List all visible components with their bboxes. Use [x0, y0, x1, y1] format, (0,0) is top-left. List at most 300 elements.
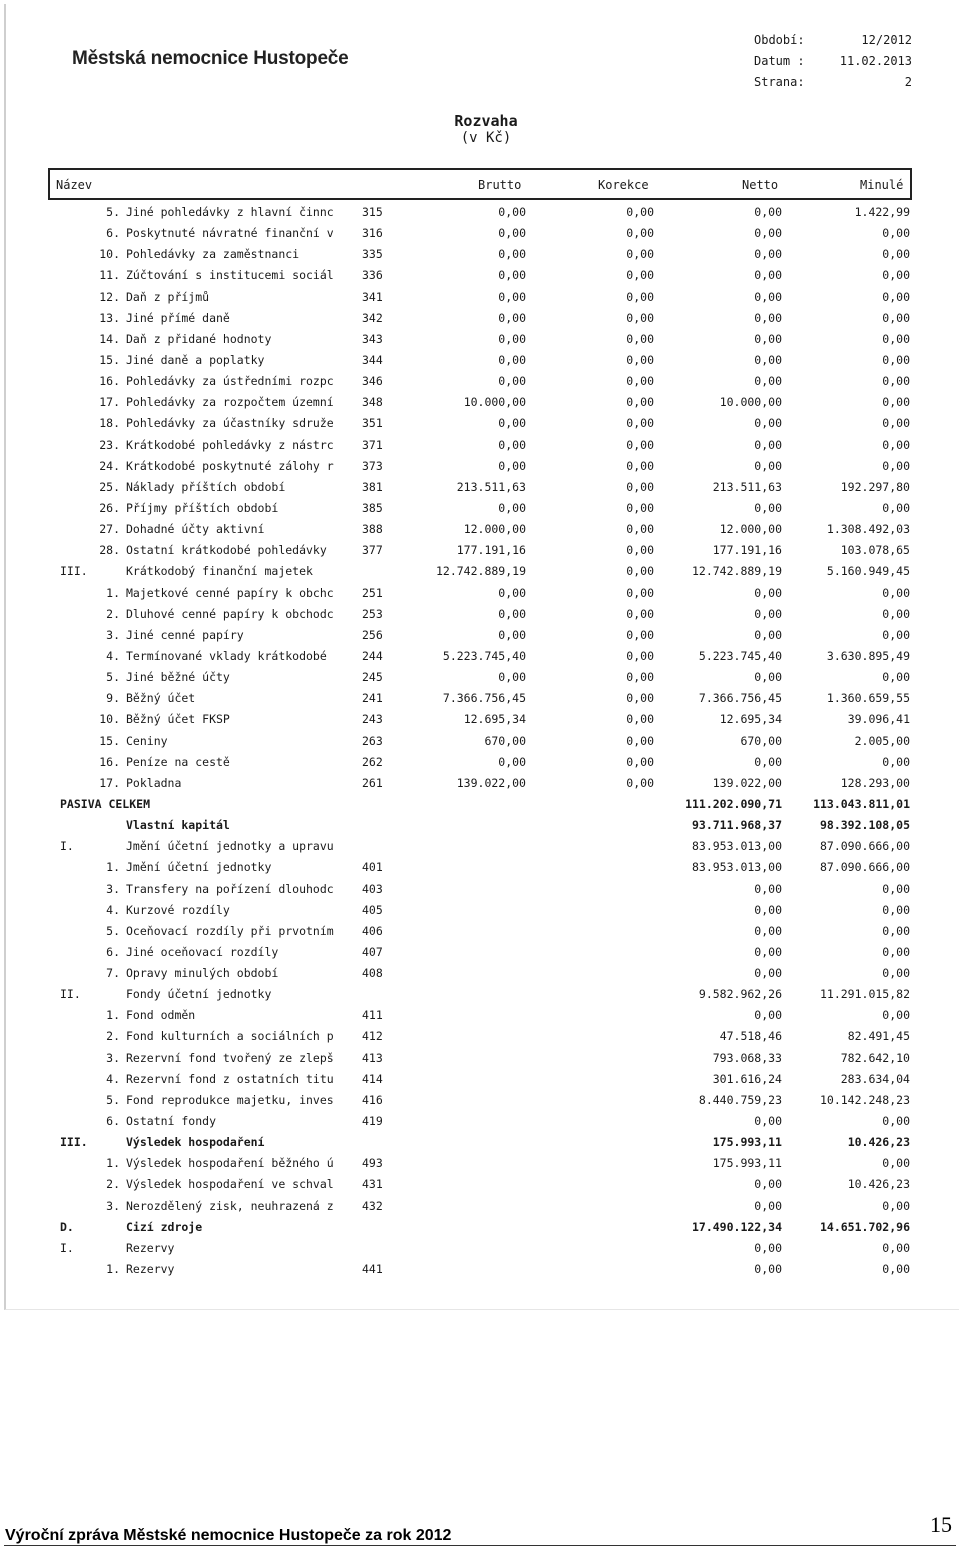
cell-korekce: 0,00	[626, 416, 654, 431]
cell-brutto: 7.366.756,45	[442, 691, 526, 706]
cell-code: 316	[362, 226, 383, 241]
cell-num: III.	[60, 1135, 88, 1150]
table-header	[48, 168, 912, 200]
table-row	[0, 1027, 960, 1048]
cell-code: 381	[362, 479, 383, 494]
cell-korekce: 0,00	[626, 352, 654, 367]
cell-minule: 0,00	[882, 289, 910, 304]
table-row	[0, 901, 960, 922]
cell-num: 1.	[106, 1262, 120, 1277]
cell-name: Krátkodobý finanční majetek	[126, 564, 313, 579]
cell-name: PASIVA CELKEM	[60, 796, 151, 811]
cell-num: 15.	[99, 352, 120, 367]
cell-netto: 17.490.122,34	[691, 1219, 782, 1234]
cell-korekce: 0,00	[626, 331, 654, 346]
cell-brutto: 0,00	[498, 310, 526, 325]
cell-code: 493	[362, 1156, 383, 1171]
cell-num: 6.	[106, 226, 120, 241]
cell-minule: 0,00	[882, 923, 910, 938]
cell-brutto: 177.191,16	[456, 543, 526, 558]
cell-netto: 0,00	[754, 205, 782, 219]
cell-num: 2.	[106, 606, 120, 621]
cell-korekce: 0,00	[626, 712, 654, 727]
cell-netto: 0,00	[754, 247, 782, 262]
cell-name: Fond reprodukce majetku, inves	[126, 1092, 334, 1107]
cell-korekce: 0,00	[626, 564, 654, 579]
cell-name: Nerozdělený zisk, neuhrazená z	[126, 1198, 334, 1213]
table-row	[0, 985, 960, 1006]
cell-korekce: 0,00	[626, 733, 654, 748]
table-row	[0, 605, 960, 626]
cell-name: Opravy minulých období	[126, 966, 279, 981]
cell-code: 441	[362, 1262, 383, 1277]
cell-code: 315	[362, 205, 383, 219]
cell-brutto: 0,00	[498, 754, 526, 769]
cell-name: Termínované vklady krátkodobé	[126, 648, 327, 663]
cell-minule: 0,00	[882, 1156, 910, 1171]
table-row	[0, 710, 960, 731]
cell-name: Pokladna	[126, 775, 182, 790]
cell-name: Pohledávky za zaměstnanci	[126, 247, 300, 262]
cell-korekce: 0,00	[626, 205, 654, 219]
cell-code: 405	[362, 902, 383, 917]
cell-name: Jiné daně a poplatky	[126, 352, 265, 367]
cell-num: 1.	[106, 1156, 120, 1171]
cell-name: Fond odměn	[126, 1008, 196, 1023]
cell-netto: 10.000,00	[719, 395, 782, 410]
cell-minule: 192.297,80	[840, 479, 910, 494]
cell-num: I.	[60, 839, 74, 854]
cell-name: Příjmy příštích období	[126, 500, 279, 515]
cell-netto: 175.993,11	[712, 1135, 782, 1150]
cell-korekce: 0,00	[626, 458, 654, 473]
cell-name: Výsledek hospodaření běžného ú	[126, 1156, 334, 1171]
cell-name: Rezervní fond z ostatních titu	[126, 1071, 334, 1086]
cell-netto: 0,00	[754, 754, 782, 769]
cell-num: 9.	[106, 691, 120, 706]
cell-netto: 0,00	[754, 585, 782, 600]
cell-num: 18.	[99, 416, 120, 431]
cell-minule: 0,00	[882, 226, 910, 241]
cell-korekce: 0,00	[626, 310, 654, 325]
cell-code: 431	[362, 1177, 383, 1192]
table-row	[0, 224, 960, 245]
cell-num: 3.	[106, 627, 120, 642]
cell-num: 4.	[106, 902, 120, 917]
cell-minule: 82.491,45	[847, 1029, 910, 1044]
cell-brutto: 0,00	[498, 205, 526, 219]
cell-minule: 0,00	[882, 437, 910, 452]
cell-minule: 2.005,00	[854, 733, 910, 748]
report-subtitle: (v Kč)	[460, 130, 512, 146]
cell-minule: 0,00	[882, 1240, 910, 1255]
cell-name: Majetkové cenné papíry k obchc	[126, 585, 334, 600]
cell-netto: 0,00	[754, 352, 782, 367]
table-row	[0, 1218, 960, 1239]
cell-num: 13.	[99, 310, 120, 325]
cell-name: Jiné oceňovací rozdíly	[126, 944, 279, 959]
cell-minule: 0,00	[882, 395, 910, 410]
table-row	[0, 1133, 960, 1154]
cell-brutto: 12.742.889,19	[435, 564, 526, 579]
cell-netto: 7.366.756,45	[698, 691, 782, 706]
cell-num: 5.	[106, 205, 120, 219]
cell-code: 351	[362, 416, 383, 431]
table-row	[0, 330, 960, 351]
cell-name: Běžný účet	[126, 691, 196, 706]
cell-brutto: 0,00	[498, 670, 526, 685]
cell-num: 24.	[99, 458, 120, 473]
footer-rule	[4, 1545, 956, 1546]
cell-name: Jmění účetní jednotky a upravu	[126, 839, 334, 854]
cell-num: 5.	[106, 1092, 120, 1107]
cell-name: Daň z příjmů	[126, 289, 210, 304]
datum-label: Datum :	[754, 54, 805, 68]
cell-code: 243	[362, 712, 383, 727]
cell-minule: 0,00	[882, 331, 910, 346]
cell-netto: 83.953.013,00	[691, 839, 782, 854]
cell-name: Poskytnuté návratné finanční v	[126, 226, 334, 241]
cell-netto: 12.742.889,19	[691, 564, 782, 579]
cell-name: Jiné cenné papíry	[126, 627, 244, 642]
cell-minule: 128.293,00	[840, 775, 910, 790]
cell-name: Cizí zdroje	[126, 1219, 203, 1234]
cell-minule: 0,00	[882, 606, 910, 621]
table-row	[0, 584, 960, 605]
cell-name: Ostatní krátkodobé pohledávky	[126, 543, 327, 558]
cell-code: 403	[362, 881, 383, 896]
cell-brutto: 670,00	[484, 733, 526, 748]
table-row	[0, 520, 960, 541]
cell-name: Daň z přidané hodnoty	[126, 331, 272, 346]
cell-num: 16.	[99, 754, 120, 769]
table-row	[0, 837, 960, 858]
cell-code: 371	[362, 437, 383, 452]
cell-num: 7.	[106, 966, 120, 981]
cell-code: 256	[362, 627, 383, 642]
table-row	[0, 203, 960, 224]
cell-netto: 0,00	[754, 606, 782, 621]
cell-minule: 1.308.492,03	[826, 522, 910, 537]
cell-netto: 177.191,16	[712, 543, 782, 558]
cell-name: Ostatní fondy	[126, 1114, 217, 1129]
cell-num: 2.	[106, 1177, 120, 1192]
cell-netto: 111.202.090,71	[685, 796, 782, 811]
cell-netto: 0,00	[754, 1114, 782, 1129]
table-row	[0, 351, 960, 372]
cell-name: Krátkodobé pohledávky z nástrc	[126, 437, 334, 452]
cell-korekce: 0,00	[626, 691, 654, 706]
cell-korekce: 0,00	[626, 522, 654, 537]
cell-netto: 0,00	[754, 226, 782, 241]
cell-name: Fondy účetní jednotky	[126, 987, 272, 1002]
cell-code: 401	[362, 860, 383, 875]
cell-minule: 0,00	[882, 1114, 910, 1129]
cell-minule: 5.160.949,45	[826, 564, 910, 579]
page-number: 15	[930, 1512, 952, 1537]
cell-code: 419	[362, 1114, 383, 1129]
cell-korekce: 0,00	[626, 648, 654, 663]
cell-netto: 0,00	[754, 670, 782, 685]
cell-brutto: 0,00	[498, 627, 526, 642]
cell-code: 407	[362, 944, 383, 959]
cell-netto: 793.068,33	[712, 1050, 782, 1065]
cell-name: Ceniny	[126, 733, 168, 748]
cell-code: 411	[362, 1008, 383, 1023]
cell-num: 17.	[99, 395, 120, 410]
cell-netto: 93.711.968,37	[691, 818, 782, 833]
cell-num: 3.	[106, 1198, 120, 1213]
cell-code: 261	[362, 775, 383, 790]
col-netto: Netto	[742, 178, 779, 192]
table-row	[0, 478, 960, 499]
table-row	[0, 1006, 960, 1027]
cell-name: Rezervy	[126, 1262, 175, 1277]
cell-korekce: 0,00	[626, 395, 654, 410]
cell-code: 408	[362, 966, 383, 981]
cell-korekce: 0,00	[626, 543, 654, 558]
cell-code: 251	[362, 585, 383, 600]
table-row	[0, 414, 960, 435]
cell-netto: 139.022,00	[712, 775, 782, 790]
cell-name: Zúčtování s institucemi sociál	[126, 268, 334, 283]
cell-minule: 0,00	[882, 754, 910, 769]
cell-num: 1.	[106, 860, 120, 875]
cell-brutto: 139.022,00	[456, 775, 526, 790]
table-row	[0, 1091, 960, 1112]
table-row	[0, 668, 960, 689]
cell-code: 385	[362, 500, 383, 515]
datum-value: 11.02.2013	[839, 54, 912, 68]
table-row	[0, 922, 960, 943]
table-row	[0, 943, 960, 964]
cell-brutto: 0,00	[498, 226, 526, 241]
balance-sheet-rows	[0, 203, 960, 1281]
cell-minule: 0,00	[882, 500, 910, 515]
table-row	[0, 266, 960, 287]
cell-code: 343	[362, 331, 383, 346]
cell-num: I.	[60, 1240, 74, 1255]
table-row	[0, 1197, 960, 1218]
table-row	[0, 499, 960, 520]
cell-num: 26.	[99, 500, 120, 515]
report-title: Rozvaha	[454, 112, 518, 130]
cell-minule: 0,00	[882, 352, 910, 367]
cell-netto: 8.440.759,23	[698, 1092, 782, 1107]
table-row	[0, 309, 960, 330]
cell-minule: 10.142.248,23	[819, 1092, 910, 1107]
cell-netto: 0,00	[754, 416, 782, 431]
cell-name: Rezervní fond tvořený ze zlepš	[126, 1050, 334, 1065]
cell-minule: 113.043.811,01	[813, 796, 910, 811]
meta-strana	[754, 72, 912, 93]
cell-name: Jiné pohledávky z hlavní činnc	[126, 205, 334, 219]
cell-netto: 0,00	[754, 1198, 782, 1213]
cell-name: Oceňovací rozdíly při prvotním	[126, 923, 334, 938]
table-row	[0, 372, 960, 393]
cell-korekce: 0,00	[626, 479, 654, 494]
table-row	[0, 858, 960, 879]
table-row	[0, 1154, 960, 1175]
table-row	[0, 689, 960, 710]
cell-num: 14.	[99, 331, 120, 346]
cell-minule: 0,00	[882, 416, 910, 431]
cell-minule: 0,00	[882, 881, 910, 896]
cell-name: Dohadné účty aktivní	[126, 522, 265, 537]
cell-code: 413	[362, 1050, 383, 1065]
cell-minule: 103.078,65	[840, 543, 910, 558]
cell-brutto: 10.000,00	[463, 395, 526, 410]
cell-minule: 0,00	[882, 1198, 910, 1213]
cell-netto: 0,00	[754, 500, 782, 515]
cell-netto: 0,00	[754, 902, 782, 917]
cell-num: 6.	[106, 944, 120, 959]
cell-netto: 0,00	[754, 923, 782, 938]
table-row	[0, 964, 960, 985]
cell-minule: 0,00	[882, 902, 910, 917]
cell-num: 10.	[99, 712, 120, 727]
cell-netto: 12.695,34	[719, 712, 782, 727]
cell-code: 432	[362, 1198, 383, 1213]
cell-minule: 11.291.015,82	[819, 987, 910, 1002]
cell-code: 388	[362, 522, 383, 537]
table-row	[0, 795, 960, 816]
cell-num: 4.	[106, 1071, 120, 1086]
cell-num: 10.	[99, 247, 120, 262]
cell-code: 262	[362, 754, 383, 769]
table-row	[0, 880, 960, 901]
cell-minule: 0,00	[882, 374, 910, 389]
table-row	[0, 245, 960, 266]
cell-num: 17.	[99, 775, 120, 790]
cell-netto: 0,00	[754, 458, 782, 473]
cell-code: 348	[362, 395, 383, 410]
cell-code: 414	[362, 1071, 383, 1086]
cell-num: 23.	[99, 437, 120, 452]
cell-name: Vlastní kapitál	[126, 818, 230, 833]
cell-korekce: 0,00	[626, 500, 654, 515]
cell-netto: 0,00	[754, 966, 782, 981]
table-row	[0, 753, 960, 774]
cell-korekce: 0,00	[626, 374, 654, 389]
cell-code: 377	[362, 543, 383, 558]
col-korekce: Korekce	[598, 178, 649, 192]
cell-netto: 0,00	[754, 1262, 782, 1277]
cell-brutto: 0,00	[498, 458, 526, 473]
cell-code: 241	[362, 691, 383, 706]
cell-code: 412	[362, 1029, 383, 1044]
cell-netto: 0,00	[754, 268, 782, 283]
cell-netto: 0,00	[754, 374, 782, 389]
cell-netto: 0,00	[754, 331, 782, 346]
cell-minule: 14.651.702,96	[819, 1219, 910, 1234]
table-row	[0, 774, 960, 795]
cell-minule: 0,00	[882, 627, 910, 642]
cell-korekce: 0,00	[626, 670, 654, 685]
cell-minule: 0,00	[882, 247, 910, 262]
cell-netto: 301.616,24	[712, 1071, 782, 1086]
table-row	[0, 457, 960, 478]
cell-num: 1.	[106, 585, 120, 600]
cell-name: Náklady příštích období	[126, 479, 286, 494]
table-row	[0, 288, 960, 309]
cell-netto: 0,00	[754, 944, 782, 959]
cell-brutto: 0,00	[498, 374, 526, 389]
cell-num: D.	[60, 1219, 74, 1234]
cell-korekce: 0,00	[626, 226, 654, 241]
cell-netto: 0,00	[754, 289, 782, 304]
cell-code: 245	[362, 670, 383, 685]
cell-num: 1.	[106, 1008, 120, 1023]
cell-minule: 0,00	[882, 1262, 910, 1277]
cell-name: Běžný účet FKSP	[126, 712, 230, 727]
cell-netto: 83.953.013,00	[691, 860, 782, 875]
cell-minule: 98.392.108,05	[819, 818, 910, 833]
cell-num: 15.	[99, 733, 120, 748]
cell-minule: 1.422,99	[854, 205, 910, 219]
cell-brutto: 0,00	[498, 437, 526, 452]
table-row	[0, 1112, 960, 1133]
cell-minule: 0,00	[882, 585, 910, 600]
cell-num: 6.	[106, 1114, 120, 1129]
cell-korekce: 0,00	[626, 247, 654, 262]
cell-netto: 0,00	[754, 1008, 782, 1023]
cell-minule: 87.090.666,00	[819, 860, 910, 875]
cell-num: II.	[60, 987, 81, 1002]
table-row	[0, 1239, 960, 1260]
table-row	[0, 393, 960, 414]
cell-num: 3.	[106, 1050, 120, 1065]
cell-brutto: 0,00	[498, 352, 526, 367]
cell-korekce: 0,00	[626, 437, 654, 452]
cell-brutto: 0,00	[498, 331, 526, 346]
cell-netto: 0,00	[754, 1177, 782, 1192]
cell-code: 373	[362, 458, 383, 473]
cell-name: Výsledek hospodaření ve schval	[126, 1177, 334, 1192]
cell-minule: 39.096,41	[847, 712, 910, 727]
cell-korekce: 0,00	[626, 585, 654, 600]
cell-korekce: 0,00	[626, 606, 654, 621]
cell-brutto: 0,00	[498, 500, 526, 515]
cell-num: III.	[60, 564, 88, 579]
cell-minule: 0,00	[882, 1008, 910, 1023]
table-row	[0, 1175, 960, 1196]
cell-minule: 87.090.666,00	[819, 839, 910, 854]
cell-brutto: 0,00	[498, 416, 526, 431]
cell-name: Pohledávky za rozpočtem územní	[126, 395, 334, 410]
cell-name: Rezervy	[126, 1240, 175, 1255]
cell-brutto: 12.695,34	[463, 712, 526, 727]
table-row	[0, 562, 960, 583]
cell-name: Dluhové cenné papíry k obchodc	[126, 606, 334, 621]
table-row	[0, 732, 960, 753]
col-nazev: Název	[56, 178, 93, 192]
cell-name: Pohledávky za ústředními rozpc	[126, 374, 334, 389]
cell-minule: 0,00	[882, 966, 910, 981]
cell-num: 28.	[99, 543, 120, 558]
cell-minule: 283.634,04	[840, 1071, 910, 1086]
table-row	[0, 816, 960, 837]
cell-brutto: 0,00	[498, 268, 526, 283]
cell-num: 5.	[106, 670, 120, 685]
cell-code: 341	[362, 289, 383, 304]
cell-code: 336	[362, 268, 383, 283]
report-meta	[754, 30, 912, 93]
organization-name: Městská nemocnice Hustopeče	[72, 48, 349, 69]
meta-datum	[754, 51, 912, 72]
cell-num: 25.	[99, 479, 120, 494]
cell-brutto: 0,00	[498, 585, 526, 600]
